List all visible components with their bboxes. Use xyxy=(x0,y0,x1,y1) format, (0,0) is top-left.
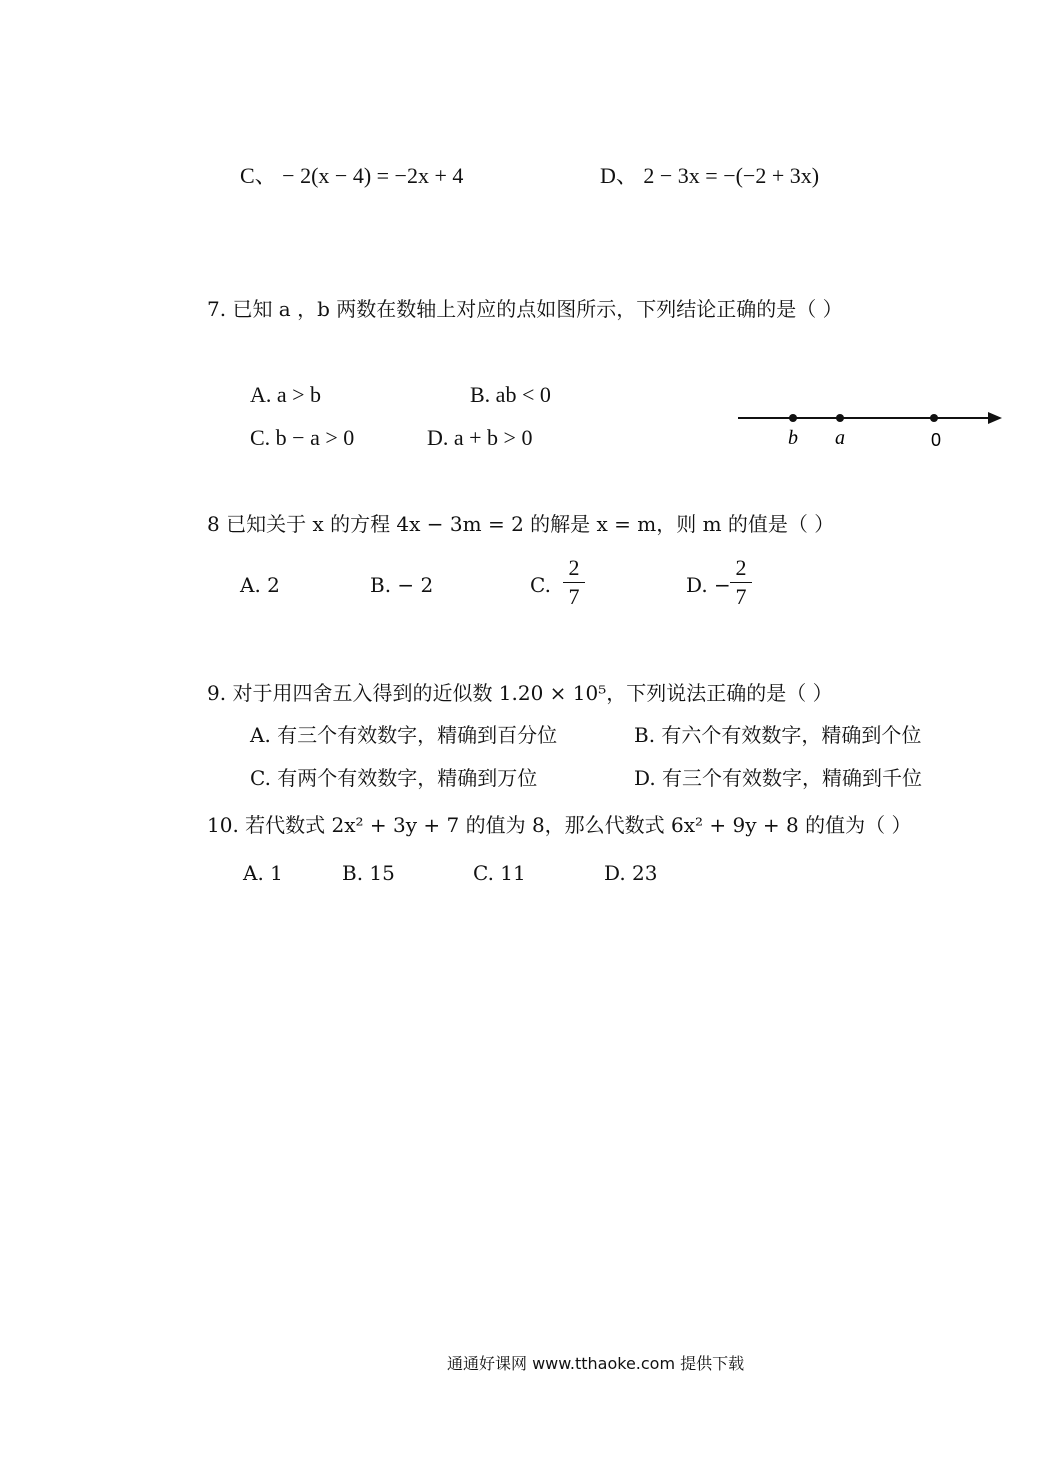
q10-option-b: B. 15 xyxy=(342,861,395,885)
q8-option-a: A. 2 xyxy=(240,573,280,597)
q7-option-d: D. a + b > 0 xyxy=(427,425,533,450)
q8-stem: 8 已知关于 x 的方程 4x − 3m = 2 的解是 x = m，则 m 的值是（ ） xyxy=(207,512,835,536)
q9-stem: 9. 对于用四舍五入得到的近似数 1.20 × 10⁵，下列说法正确的是（ ） xyxy=(207,681,833,705)
footer-source: 通通好课网 www.tthaoke.com 提供下载 xyxy=(447,1354,745,1373)
q10-option-a: A. 1 xyxy=(243,861,283,885)
q9-option-a: A. 有三个有效数字，精确到百分位 xyxy=(250,723,558,747)
q8-option-b: B. − 2 xyxy=(370,573,434,597)
q10-option-c: C. 11 xyxy=(473,861,526,885)
q10-option-d: D. 23 xyxy=(604,861,658,885)
number-line xyxy=(730,400,1010,456)
label-zero: 0 xyxy=(930,430,942,450)
fraction-denominator: 7 xyxy=(568,584,580,609)
q7-option-c: C. b − a > 0 xyxy=(250,425,355,450)
arrow-right-icon xyxy=(988,412,1002,424)
q9-option-c: C. 有两个有效数字，精确到万位 xyxy=(250,766,538,790)
point-zero xyxy=(930,414,938,422)
fraction-numerator: 2 xyxy=(735,555,747,580)
point-a xyxy=(836,414,844,422)
q7-option-a: A. a > b xyxy=(250,382,322,407)
fraction-denominator: 7 xyxy=(735,584,747,609)
label-b: b xyxy=(788,427,798,449)
fraction-bar xyxy=(730,582,752,583)
label-a: a xyxy=(835,427,845,449)
q8-option-c-fraction xyxy=(563,556,585,609)
q6-option-d: D、 2 − 3x = −(−2 + 3x) xyxy=(600,163,820,188)
point-b xyxy=(789,414,797,422)
q9-option-d: D. 有三个有效数字，精确到千位 xyxy=(634,766,923,790)
q10-stem: 10. 若代数式 2x² + 3y + 7 的值为 8，那么代数式 6x² + 9y + 8 的值为（ ） xyxy=(207,813,912,837)
q8-option-c-label: C. xyxy=(530,573,551,597)
fraction-numerator: 2 xyxy=(568,555,580,580)
q6-option-c: C、 − 2(x − 4) = −2x + 4 xyxy=(240,163,464,188)
q8-option-d-fraction xyxy=(730,556,752,609)
q7-option-b: B. ab < 0 xyxy=(470,382,551,407)
q8-option-d-label: D. − xyxy=(686,573,731,597)
fraction-bar xyxy=(563,582,585,583)
q7-stem: 7. 已知 a ，b 两数在数轴上对应的点如图所示，下列结论正确的是（ ） xyxy=(207,297,843,321)
q9-option-b: B. 有六个有效数字，精确到个位 xyxy=(634,723,922,747)
